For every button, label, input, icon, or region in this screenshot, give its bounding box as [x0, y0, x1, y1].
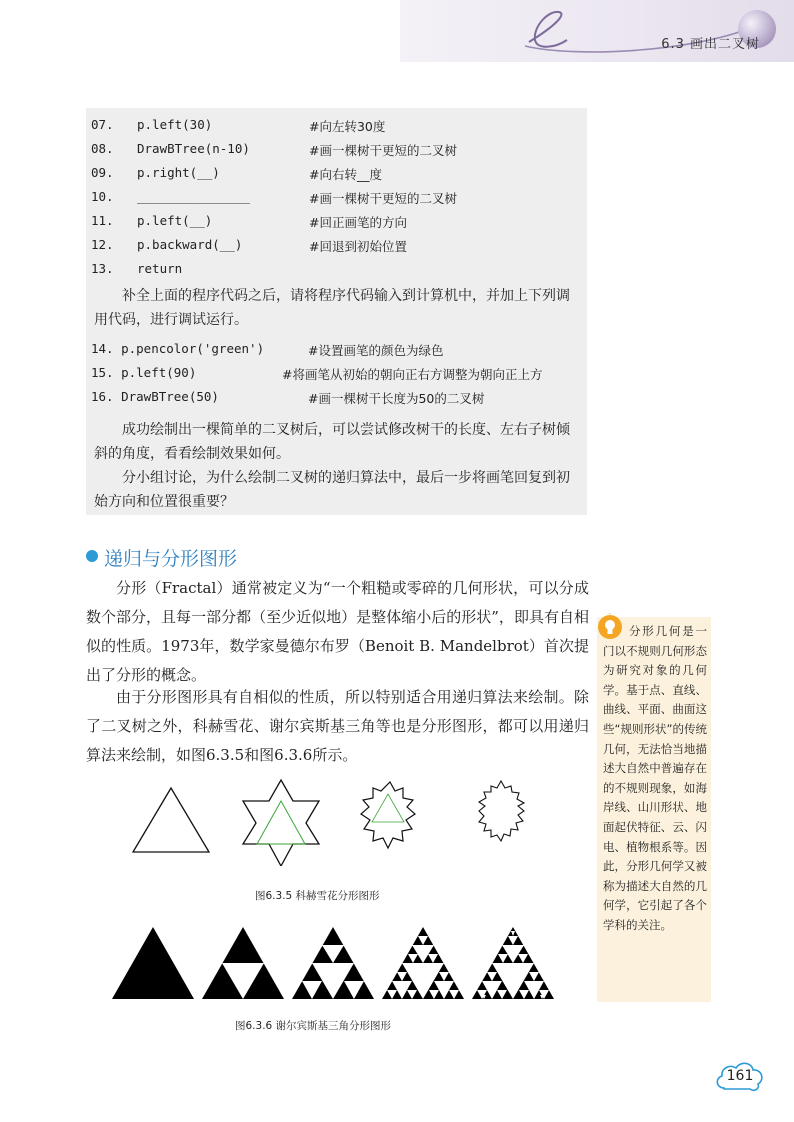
body-paragraph: 分形（Fractal）通常被定义为“一个粗糙或零碎的几何形状，可以分成数个部分，且每一部分都（至少近似地）是整体缩小后的形状”，即具有自相似的性质。1973年，数学家曼德尔布罗（Benoit B. Mandelbrot）首次提出了分形的概念。	[86, 579, 589, 684]
sierpinski-figure	[110, 925, 560, 1000]
code-comment: #画一棵树干更短的二叉树	[309, 143, 457, 158]
body-paragraph: 由于分形图形具有自相似的性质，所以特别适合用递归算法来绘制。除了二叉树之外，科赫雪花、谢尔宾斯基三角等也是分形图形，都可以用递归算法来绘制，如图6.3.5和图6.3.6所示。	[86, 688, 589, 764]
koch-stage-0	[133, 788, 209, 852]
sidebar-text: 分形几何是一门以不规则几何形态为研究对象的几何学。基于点、直线、曲线、平面、曲面这些“规则形状”的传统几何，无法恰当地描述大自然中普遍存在的不规则现象，如海岸线、山川形状、地面起伏特征、云、闪电、植物根系等。因此，分形几何学又被称为描述大自然的几何学，它引起了各个学科的关注。	[603, 624, 707, 932]
figure-caption: 图6.3.5 科赫雪花分形图形	[255, 890, 380, 902]
code-comment: #将画笔从初始的朝向正右方调整为朝向正上方	[282, 367, 543, 382]
code-blank-line: _______________	[137, 189, 250, 204]
code-line: p.right(__)	[137, 165, 220, 180]
koch-stage-2	[361, 782, 415, 848]
code-line: return	[137, 261, 183, 276]
code-line-num: 07.	[91, 117, 114, 132]
sierpinski-stage-0	[112, 927, 194, 999]
code-line-num: 11.	[91, 213, 114, 228]
code-line-num: 12.	[91, 237, 114, 252]
code-line-num: 08.	[91, 141, 114, 156]
page-number: 161	[726, 1068, 754, 1084]
sierpinski-stage-2	[292, 927, 374, 999]
code-line: p.backward(__)	[137, 237, 243, 252]
code-comment: #向右转__度	[309, 167, 382, 182]
code-comment: #回退到初始位置	[309, 239, 407, 254]
code-line: p.left(__)	[137, 213, 213, 228]
section-heading: 递归与分形图形	[104, 548, 238, 570]
code-comment: #回正画笔的方向	[309, 215, 407, 230]
code-line-num: 13.	[91, 261, 114, 276]
code-line: 16. DrawBTree(50)	[91, 389, 219, 404]
code-line: p.left(30)	[137, 117, 213, 132]
sierpinski-stage-1	[202, 927, 284, 999]
koch-stage-3	[479, 781, 524, 841]
koch-stage-1	[243, 780, 319, 866]
code-comment: #设置画笔的颜色为绿色	[308, 343, 444, 358]
sierpinski-stage-3	[382, 927, 464, 999]
sierpinski-stage-4	[472, 927, 554, 999]
chapter-title: 6.3 画出二叉树	[661, 37, 760, 52]
code-comment: #向左转30度	[309, 119, 386, 134]
instruction-paragraph: 补全上面的程序代码之后，请将程序代码输入到计算机中，并加上下列调用代码，进行调试运行。	[94, 288, 570, 328]
discussion-paragraph: 分小组讨论，为什么绘制二叉树的递归算法中，最后一步将画笔回复到初始方向和位置很重要？	[94, 470, 570, 510]
code-comment: #画一棵树干更短的二叉树	[309, 191, 457, 206]
code-line: 15. p.left(90)	[91, 365, 197, 380]
instruction-paragraph: 成功绘制出一棵简单的二叉树后，可以尝试修改树干的长度、左右子树倾斜的角度，看看绘制效果如何。	[94, 422, 570, 462]
code-line-num: 09.	[91, 165, 114, 180]
code-line-num: 10.	[91, 189, 114, 204]
koch-snowflake-figure	[125, 776, 565, 866]
section-bullet-icon	[86, 550, 98, 562]
code-line: 14. p.pencolor('green')	[91, 341, 265, 356]
code-comment: #画一棵树干长度为50的二叉树	[308, 391, 485, 406]
code-line: DrawBTree(n-10)	[137, 141, 250, 156]
figure-caption: 图6.3.6 谢尔宾斯基三角分形图形	[235, 1020, 392, 1032]
